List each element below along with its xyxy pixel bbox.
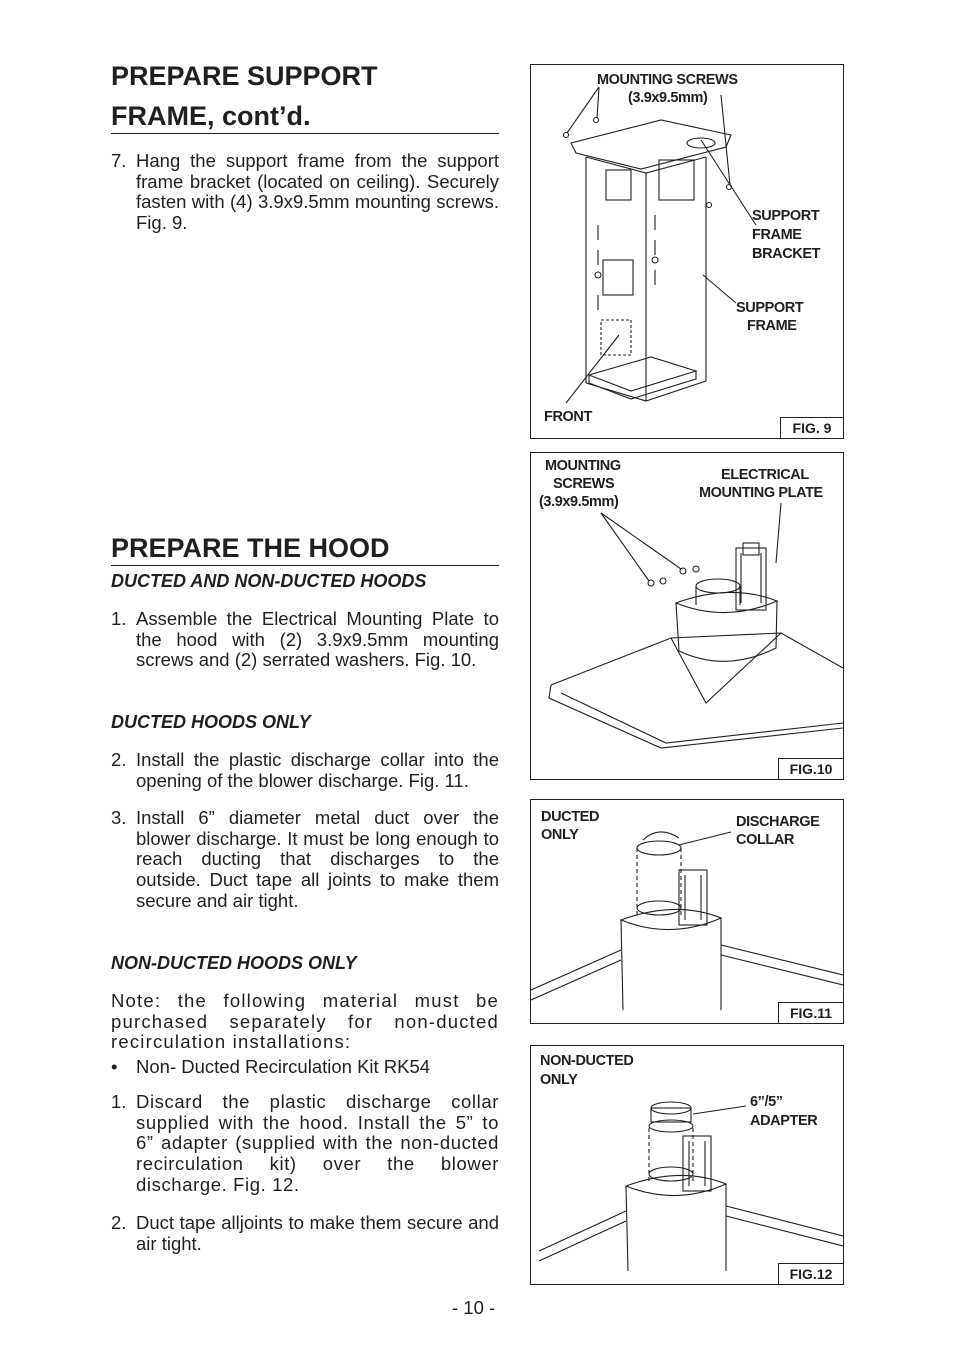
figure-9 [530, 64, 844, 439]
step-3 [111, 808, 499, 912]
step-number: 2. [111, 1212, 127, 1233]
step-text: Duct tape alljoints to make them secure and air tight. [136, 1212, 499, 1254]
label-adapter: ADAPTER [750, 1113, 818, 1129]
label-support-frame-bracket-2: FRAME [752, 227, 802, 243]
nd-step-1 [111, 1092, 499, 1196]
step-7 [111, 151, 499, 234]
figure-10 [530, 452, 844, 780]
label-collar: COLLAR [736, 832, 795, 848]
bullet-item [111, 1057, 499, 1078]
step-text: Install the plastic discharge collar into the opening of the blower discharge. Fig. 11. [136, 749, 499, 791]
label-support-frame-2: FRAME [747, 318, 797, 334]
step-text: Hang the support frame from the support frame bracket (located on ceiling). Securely fasten with (4) 3.9x9.5mm mounting screws. Fig. 9. [136, 150, 499, 234]
step-2 [111, 750, 499, 791]
adapter-illustration [531, 1046, 843, 1284]
figure-tag: FIG. 9 [780, 417, 844, 439]
figure-12 [530, 1045, 844, 1285]
figure-11 [530, 799, 844, 1024]
nd-step-2 [111, 1213, 499, 1254]
figure-tag: FIG.12 [778, 1263, 844, 1285]
section-title-line2: FRAME, cont’d. [111, 101, 311, 131]
label-adapter-size: 6”/5” [750, 1094, 783, 1110]
figure-tag: FIG.11 [778, 1002, 844, 1024]
label-only: ONLY [540, 1072, 578, 1088]
step-text: Install 6” diameter metal duct over the blower discharge. It must be long enough to reach ducting that discharges to the outside. Duct tape all joints to make them secure and air tight. [136, 807, 499, 911]
title-rule [111, 133, 499, 134]
label-electrical: ELECTRICAL [721, 467, 809, 483]
label-support-frame-bracket-1: SUPPORT [752, 208, 820, 224]
label-mounting-screws: MOUNTING SCREWS [597, 72, 738, 88]
bullet-text: Non- Ducted Recirculation Kit RK54 [136, 1056, 431, 1077]
label-support-frame-bracket-3: BRACKET [752, 246, 821, 262]
step-number: 1. [111, 608, 127, 629]
step-1 [111, 609, 499, 671]
page-number: - 10 - [452, 1297, 496, 1318]
section-title-line1: PREPARE SUPPORT [111, 61, 378, 91]
step-number: 1. [111, 1091, 127, 1112]
note-text: Note: the following material must be purchased separately for non-ducted recirculation installations: [111, 990, 499, 1053]
label-screws: SCREWS [553, 476, 615, 492]
step-text: Discard the plastic discharge collar supplied with the hood. Install the 5” to 6” adapter (supplied with the non-ducted recirculation kit) over the blower discharge. Fig. 12. [136, 1091, 499, 1195]
label-support-frame-1: SUPPORT [736, 300, 804, 316]
label-mounting-plate: MOUNTING PLATE [699, 485, 823, 501]
label-front: FRONT [544, 409, 592, 425]
label-screw-size: (3.9x9.5mm) [539, 494, 619, 510]
step-number: 7. [111, 150, 127, 171]
subheading-ducted-only: DUCTED HOODS ONLY [111, 712, 311, 732]
step-number: 2. [111, 749, 127, 770]
step-number: 3. [111, 807, 127, 828]
figure-tag: FIG.10 [778, 758, 844, 780]
section-title-prepare-hood: PREPARE THE HOOD [111, 533, 390, 563]
label-only: ONLY [541, 827, 579, 843]
label-discharge: DISCHARGE [736, 814, 820, 830]
label-ducted: DUCTED [541, 809, 600, 825]
label-screw-size: (3.9x9.5mm) [628, 90, 708, 106]
title-rule [111, 565, 499, 566]
subheading-non-ducted-only: NON-DUCTED HOODS ONLY [111, 953, 357, 973]
label-non-ducted: NON-DUCTED [540, 1053, 634, 1069]
label-mounting: MOUNTING [545, 458, 621, 474]
step-text: Assemble the Electrical Mounting Plate to the hood with (2) 3.9x9.5mm mounting screws and (2) serrated washers. Fig. 10. [136, 608, 499, 671]
bullet-mark: • [111, 1056, 118, 1077]
subheading-ducted-and-non-ducted: DUCTED AND NON-DUCTED HOODS [111, 571, 427, 591]
